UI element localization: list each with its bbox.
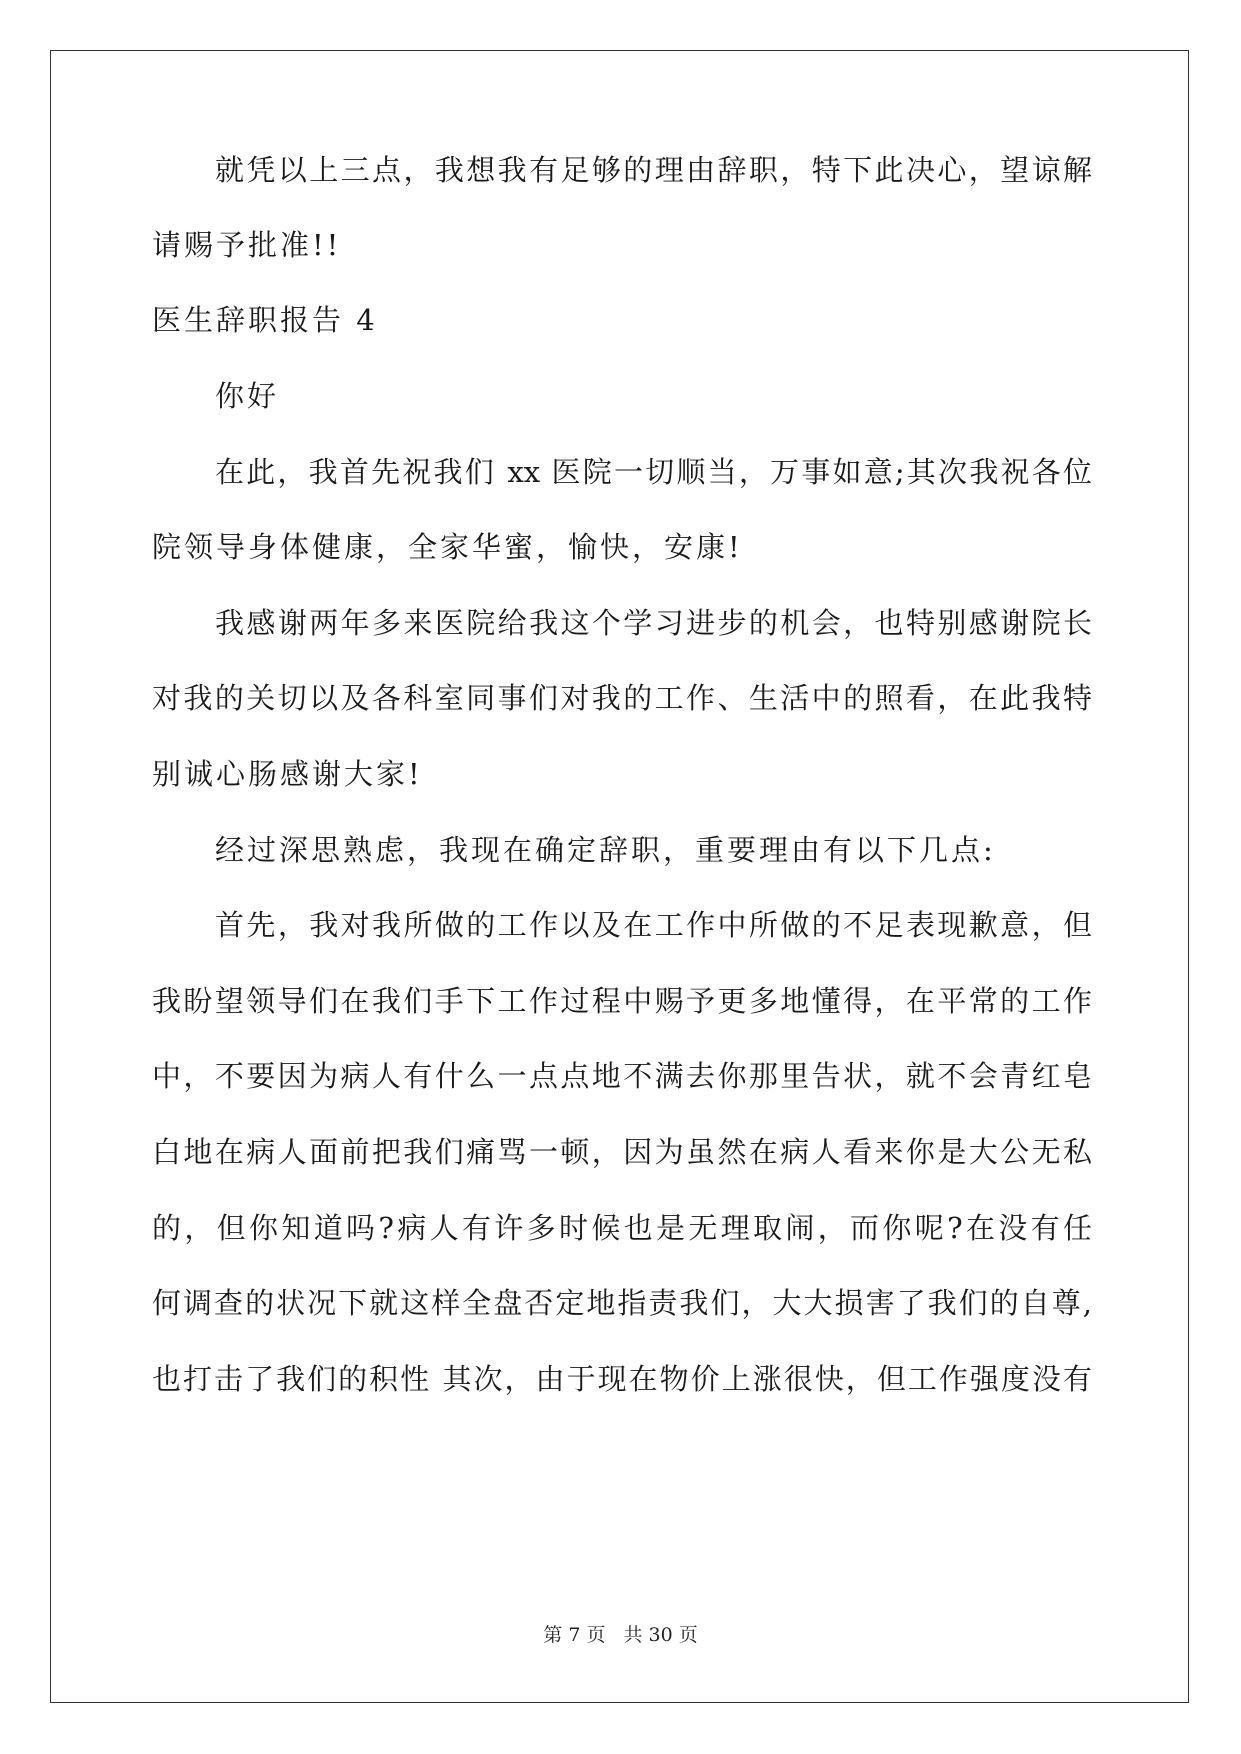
text-line: 院领导身体健康，全家华蜜，愉快，安康! bbox=[152, 530, 743, 564]
text-line: 何调查的状况下就这样全盘否定地指责我们，大大损害了我们的自尊, bbox=[152, 1286, 1092, 1320]
text-line: 在此，我首先祝我们 xx 医院一切顺当，万事如意;其次我祝各位 bbox=[215, 455, 1092, 489]
section-heading: 医生辞职报告 4 bbox=[152, 303, 378, 337]
greeting: 你好 bbox=[215, 379, 280, 413]
text-line: 的，但你知道吗?病人有许多时候也是无理取闹，而你呢?在没有任 bbox=[152, 1211, 1092, 1245]
text-line: 请赐予批准!! bbox=[152, 228, 342, 262]
text-line: 也打击了我们的积性 其次，由于现在物价上涨很快，但工作强度没有 bbox=[152, 1362, 1092, 1396]
text-line: 我盼望领导们在我们手下工作过程中赐予更多地懂得，在平常的工作 bbox=[152, 984, 1092, 1018]
page-total: 共 30 页 bbox=[623, 1624, 698, 1646]
text-line: 我感谢两年多来医院给我这个学习进步的机会，也特别感谢院长 bbox=[215, 606, 1092, 640]
text-line: 白地在病人面前把我们痛骂一顿，因为虽然在病人看来你是大公无私 bbox=[152, 1135, 1092, 1169]
page-border bbox=[50, 50, 1189, 1703]
text-line: 对我的关切以及各科室同事们对我的工作、生活中的照看，在此我特 bbox=[152, 681, 1092, 715]
text-line: 就凭以上三点，我想我有足够的理由辞职，特下此决心，望谅解 bbox=[215, 153, 1092, 187]
text-line: 首先，我对我所做的工作以及在工作中所做的不足表现歉意，但 bbox=[215, 908, 1092, 942]
page-number: 第 7 页 bbox=[543, 1624, 606, 1646]
text-line: 别诚心肠感谢大家! bbox=[152, 757, 423, 791]
page-footer bbox=[0, 1623, 1241, 1647]
text-line: 经过深思熟虑，我现在确定辞职，重要理由有以下几点: bbox=[215, 833, 996, 867]
text-line: 中，不要因为病人有什么一点点地不满去你那里告状，就不会青红皂 bbox=[152, 1059, 1092, 1093]
